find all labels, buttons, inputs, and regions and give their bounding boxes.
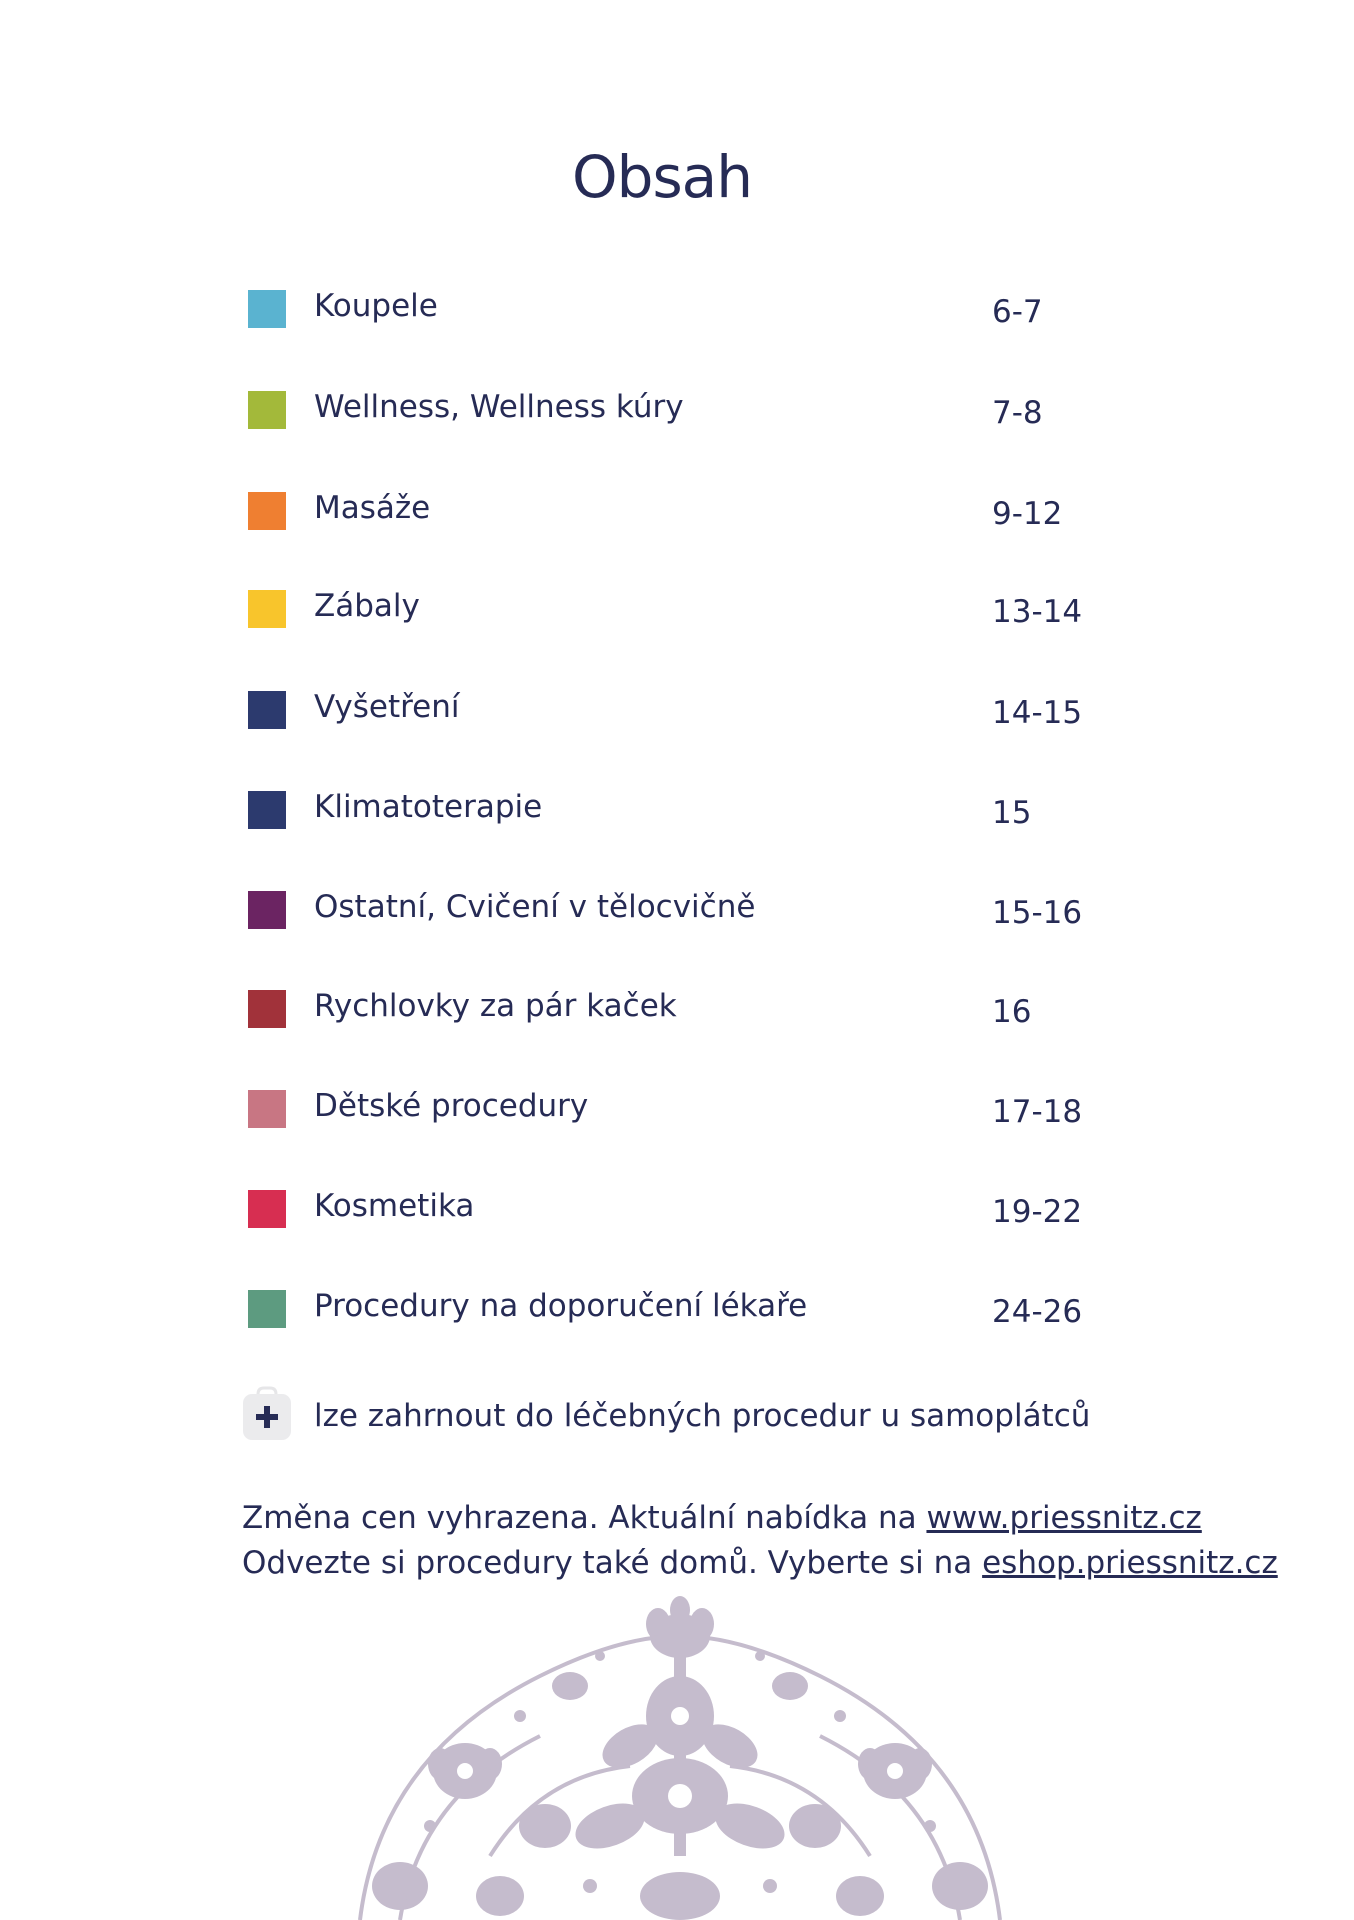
toc-item-pages: 15-16 — [992, 895, 1083, 931]
toc-item-label: Masáže — [314, 490, 431, 526]
category-color-swatch — [248, 391, 286, 429]
toc-item-pages: 16 — [992, 994, 1032, 1030]
toc-item-label: Wellness, Wellness kúry — [314, 389, 684, 425]
toc-item-ostatni[interactable] — [0, 877, 1354, 937]
toc-item-vysetreni[interactable] — [0, 677, 1354, 737]
footer-notes — [242, 1496, 1278, 1586]
toc-item-kosmetika[interactable] — [0, 1176, 1354, 1236]
toc-item-label: Rychlovky za pár kaček — [314, 988, 677, 1024]
toc-item-procedury-lekar[interactable] — [0, 1276, 1354, 1336]
footer-line-price-change — [242, 1496, 1278, 1541]
category-color-swatch — [248, 590, 286, 628]
note-text: lze zahrnout do léčebných procedur u samoplátců — [314, 1398, 1091, 1434]
category-color-swatch — [248, 492, 286, 530]
first-aid-kit-icon — [242, 1386, 292, 1442]
footer-text: Odvezte si procedury také domů. Vyberte si na — [242, 1545, 983, 1581]
toc-item-koupele[interactable] — [0, 276, 1354, 336]
footer-line-eshop — [242, 1541, 1278, 1586]
toc-item-pages: 19-22 — [992, 1194, 1083, 1230]
toc-item-pages: 9-12 — [992, 496, 1063, 532]
page-title: Obsah — [572, 142, 752, 211]
toc-item-label: Vyšetření — [314, 689, 460, 725]
legend-note — [238, 1386, 1238, 1446]
toc-item-masaze[interactable] — [0, 478, 1354, 538]
toc-item-rychlovky[interactable] — [0, 976, 1354, 1036]
toc-item-pages: 7-8 — [992, 395, 1043, 431]
footer-text: Změna cen vyhrazena. Aktuální nabídka na — [242, 1500, 927, 1536]
toc-item-pages: 15 — [992, 795, 1032, 831]
category-color-swatch — [248, 791, 286, 829]
toc-item-label: Zábaly — [314, 588, 420, 624]
toc-item-label: Klimatoterapie — [314, 789, 543, 825]
toc-item-wellness[interactable] — [0, 377, 1354, 437]
toc-item-pages: 14-15 — [992, 695, 1083, 731]
toc-item-label: Kosmetika — [314, 1188, 475, 1224]
toc-item-pages: 24-26 — [992, 1294, 1083, 1330]
category-color-swatch — [248, 1090, 286, 1128]
toc-item-zabaly[interactable] — [0, 576, 1354, 636]
category-color-swatch — [248, 1290, 286, 1328]
toc-item-label: Koupele — [314, 288, 438, 324]
toc-item-klimatoterapie[interactable] — [0, 777, 1354, 837]
toc-item-label: Procedury na doporučení lékaře — [314, 1288, 808, 1324]
eshop-link[interactable]: eshop.priessnitz.cz — [982, 1545, 1278, 1581]
category-color-swatch — [248, 891, 286, 929]
category-color-swatch — [248, 290, 286, 328]
category-color-swatch — [248, 691, 286, 729]
category-color-swatch — [248, 990, 286, 1028]
floral-ornament-decoration — [340, 1596, 1020, 1920]
toc-item-label: Ostatní, Cvičení v tělocvičně — [314, 889, 756, 925]
category-color-swatch — [248, 1190, 286, 1228]
toc-item-pages: 13-14 — [992, 594, 1083, 630]
website-link[interactable]: www.priessnitz.cz — [926, 1500, 1202, 1536]
toc-item-pages: 17-18 — [992, 1094, 1083, 1130]
toc-item-label: Dětské procedury — [314, 1088, 589, 1124]
toc-item-detske-procedury[interactable] — [0, 1076, 1354, 1136]
toc-item-pages: 6-7 — [992, 294, 1043, 330]
